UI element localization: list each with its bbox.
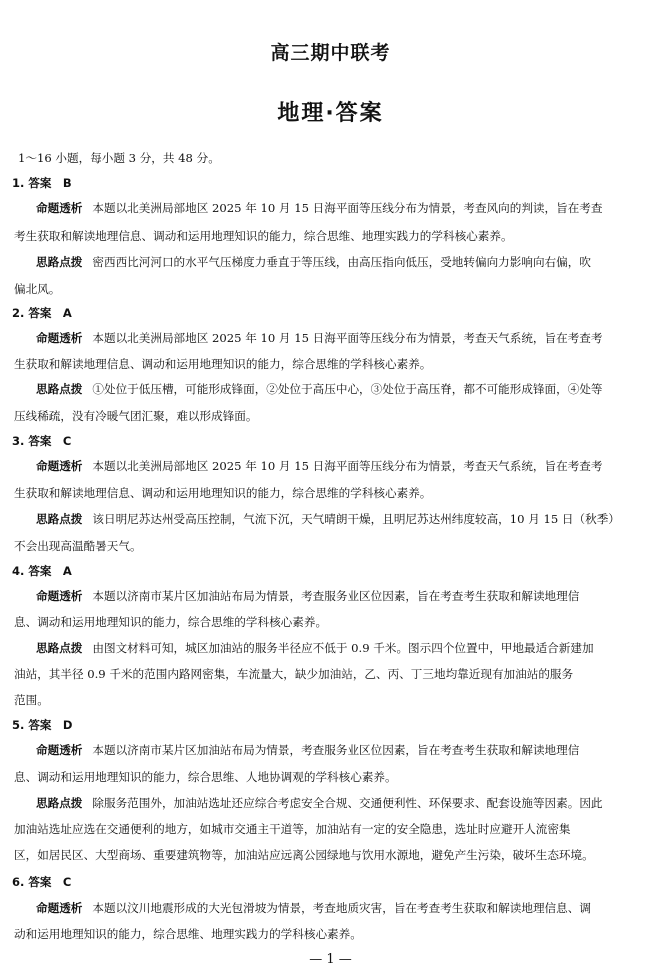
answer-4-hint-line1: 思路点拨 由图文材料可知，城区加油站的服务半径应不低于 0.9 千米。图示四个位置中，甲地最适合新建加 [36, 641, 594, 655]
answer-4-analysis-line1: 命题透析 本题以济南市某片区加油站布局为情景，考查服务业区位因素，旨在考查考生获取和解读地理信 [36, 589, 580, 603]
answer-5-hint-line3: 区，如居民区、大型商场、重要建筑物等，加油站应远离公园绿地与饮用水源地，避免产生污染，破坏生态环境。 [14, 848, 594, 862]
answer-5-heading: 5. 答案 D [12, 718, 73, 732]
answer-3-analysis-line2: 生获取和解读地理信息、调动和运用地理知识的能力，综合思维的学科核心素养。 [14, 486, 432, 500]
hint-label: 思路点拨 [36, 796, 83, 810]
page-title: 高三期中联考 [270, 42, 391, 64]
analysis-label: 命题透析 [36, 589, 83, 603]
answer-2-analysis-line1: 命题透析 本题以北美洲局部地区 2025 年 10 月 15 日海平面等压线分布为情景，考查天气系统，旨在考查考 [36, 331, 603, 345]
answer-1-hint-line2: 偏北风。 [14, 282, 61, 296]
hint-label: 思路点拨 [36, 512, 83, 526]
answer-1-heading: 1. 答案 B [12, 176, 72, 190]
answer-5-analysis-line2: 息、调动和运用地理知识的能力，综合思维、人地协调观的学科核心素养。 [14, 770, 397, 784]
answer-2-analysis-line2: 生获取和解读地理信息、调动和运用地理知识的能力，综合思维的学科核心素养。 [14, 357, 432, 371]
analysis-label: 命题透析 [36, 743, 83, 757]
answer-4-hint-line3: 范围。 [14, 693, 49, 707]
hint-label: 思路点拨 [36, 382, 83, 396]
answer-2-heading: 2. 答案 A [12, 306, 72, 320]
answer-3-hint-line1: 思路点拨 该日明尼苏达州受高压控制，气流下沉，天气晴朗干燥，且明尼苏达州纬度较高，10 月 15 日（秋季） [36, 512, 620, 526]
answer-3-analysis-line1: 命题透析 本题以北美洲局部地区 2025 年 10 月 15 日海平面等压线分布为情景，考查天气系统，旨在考查考 [36, 459, 603, 473]
answer-5-analysis-line1: 命题透析 本题以济南市某片区加油站布局为情景，考查服务业区位因素，旨在考查考生获取和解读地理信 [36, 743, 580, 757]
answer-1-analysis-line2: 考生获取和解读地理信息、调动和运用地理知识的能力，综合思维、地理实践力的学科核心素养。 [14, 229, 513, 243]
hint-label: 思路点拨 [36, 641, 83, 655]
analysis-label: 命题透析 [36, 459, 83, 473]
page-number: — 1 — [309, 952, 352, 967]
analysis-label: 命题透析 [36, 901, 83, 915]
page-subtitle: 地理·答案 [277, 101, 384, 126]
answer-5-hint-line2: 加油站选址应选在交通便利的地方，如城市交通主干道等，加油站有一定的安全隐患，选址时应避开人流密集 [14, 822, 571, 836]
answer-4-heading: 4. 答案 A [12, 564, 72, 578]
answer-1-analysis-line1: 命题透析 本题以北美洲局部地区 2025 年 10 月 15 日海平面等压线分布为情景，考查风向的判读，旨在考查 [36, 201, 603, 215]
analysis-label: 命题透析 [36, 331, 83, 345]
answer-2-hint-line1: 思路点拨 ①处位于低压槽，可能形成锋面，②处位于高压中心，③处位于高压脊，都不可能形成锋面，④处等 [36, 382, 603, 396]
answer-6-analysis-line1: 命题透析 本题以汶川地震形成的大光包滑坡为情景，考查地质灾害，旨在考查考生获取和解读地理信息、调 [36, 901, 591, 915]
answer-2-hint-line2: 压线稀疏，没有冷暖气团汇聚，难以形成锋面。 [14, 409, 258, 423]
answer-4-hint-line2: 油站，其半径 0.9 千米的范围内路网密集，车流量大，缺少加油站，乙、丙、丁三地均靠近现有加油站的服务 [14, 667, 574, 681]
intro-text: 1～16 小题，每小题 3 分，共 48 分。 [18, 151, 220, 165]
answer-6-analysis-line2: 动和运用地理知识的能力，综合思维、地理实践力的学科核心素养。 [14, 927, 362, 941]
analysis-label: 命题透析 [36, 201, 83, 215]
answer-3-hint-line2: 不会出现高温酷暑天气。 [14, 539, 142, 553]
answer-5-hint-line1: 思路点拨 除服务范围外，加油站选址还应综合考虑安全合规、交通便利性、环保要求、配套设施等因素。因此 [36, 796, 603, 810]
hint-label: 思路点拨 [36, 255, 83, 269]
answer-3-heading: 3. 答案 C [12, 434, 72, 448]
answer-1-hint-line1: 思路点拨 密西西比河河口的水平气压梯度力垂直于等压线，由高压指向低压，受地转偏向力影响向右偏，吹 [36, 255, 591, 269]
answer-6-heading: 6. 答案 C [12, 875, 72, 889]
answer-4-analysis-line2: 息、调动和运用地理知识的能力，综合思维的学科核心素养。 [14, 615, 328, 629]
